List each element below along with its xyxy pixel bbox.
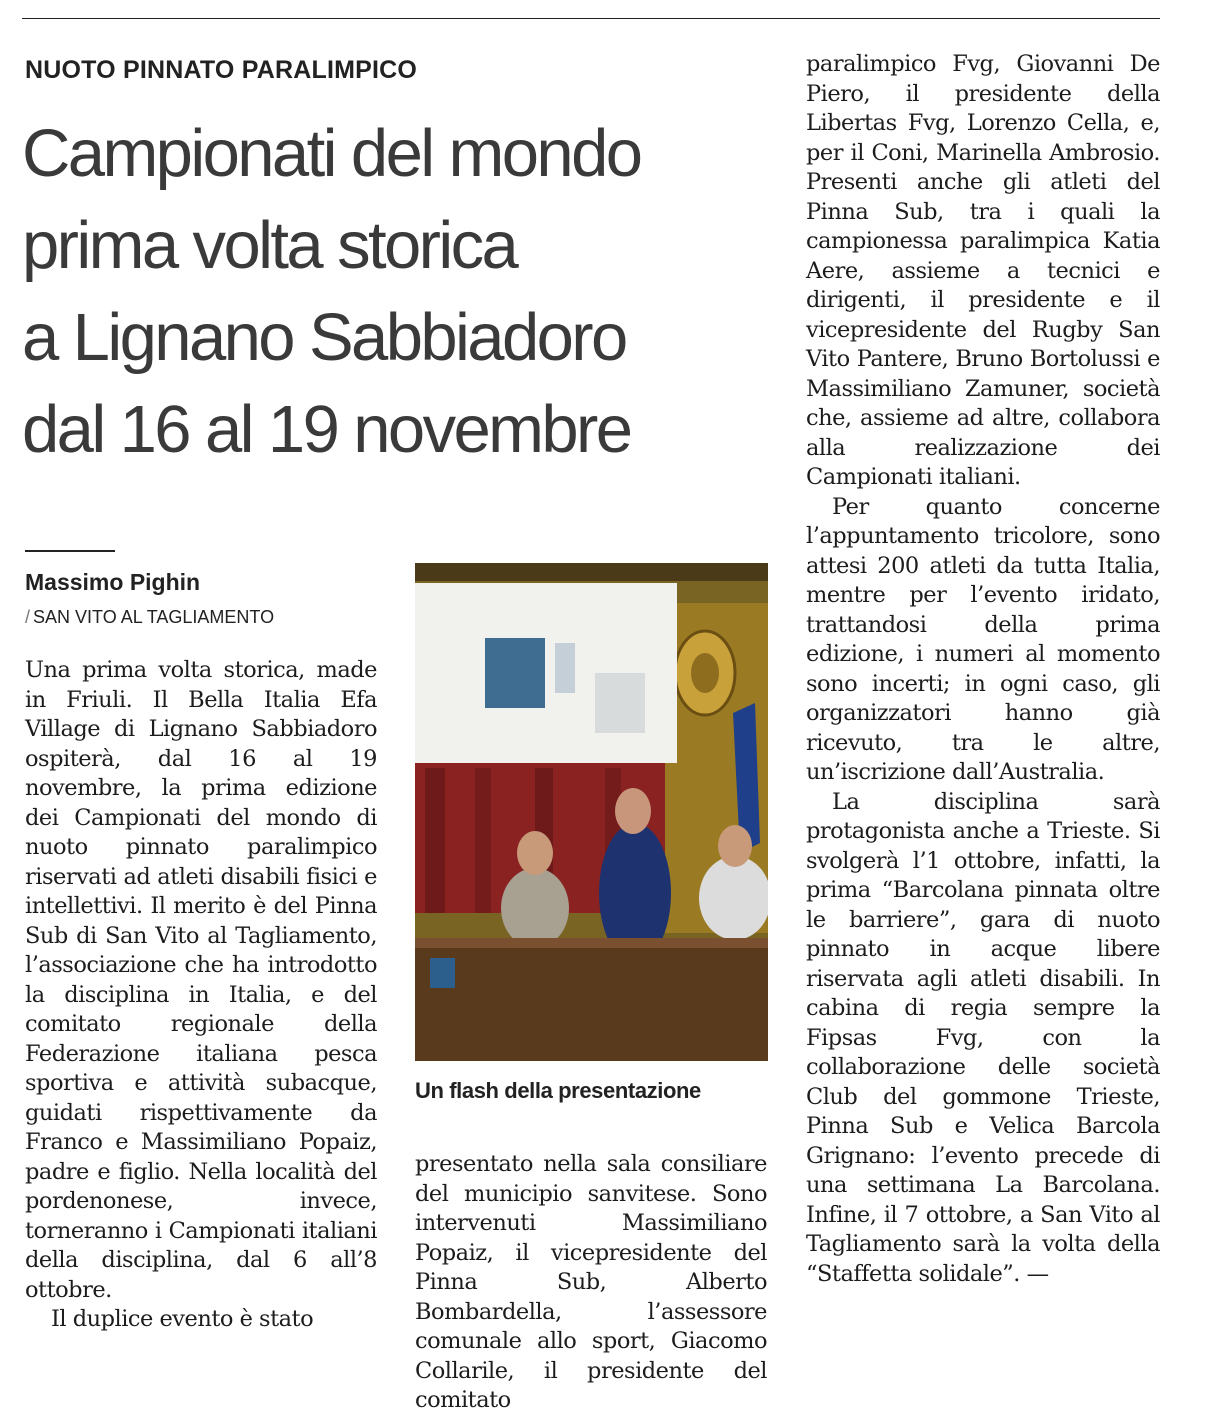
headline-line: dal 16 al 19 novembre xyxy=(22,392,631,467)
article-photo xyxy=(415,563,768,1061)
dateline-location: SAN VITO AL TAGLIAMENTO xyxy=(33,607,275,627)
headline-line: a Lignano Sabbiadoro xyxy=(22,300,626,375)
dateline: / SAN VITO AL TAGLIAMENTO xyxy=(25,607,275,627)
paragraph: Il duplice evento è stato xyxy=(51,1306,314,1332)
photo-illustration xyxy=(415,563,768,1061)
paragraph: Una prima volta storica, made in Friuli. Il Bella Italia Efa Village di Lignano Sabbiadoro ospiterà, dal 16 al 19 novembre, la prima edizione dei Campionati del mondo di nuoto pinnato paralimpico riservati ad atleti disabili fisici e intellettivi. Il merito è del Pinna Sub di San Vito al Tagliamento, l’associazione che ha introdotto la disciplina in Italia, e del comitato regionale della Federazione italiana pesca sportiva e attività subacque, guidati rispettivamente da Franco e Massimiliano Popaiz, padre e figlio. Nella località del pordenonese, invece, torneranno i Campionati italiani della disciplina, dal 6 all’8 ottobre. xyxy=(25,657,377,1303)
byline-rule xyxy=(25,550,115,552)
article-column-1 xyxy=(25,656,377,1335)
top-rule xyxy=(22,18,1160,19)
photo-caption: Un flash della presentazione xyxy=(415,1078,701,1103)
article-column-3 xyxy=(806,50,1160,1289)
section-kicker: NUOTO PINNATO PARALIMPICO xyxy=(25,56,418,84)
headline xyxy=(22,108,792,476)
headline-line: Campionati del mondo xyxy=(22,116,641,191)
paragraph: Per quanto concerne l’appuntamento tricolore, sono attesi 200 atleti da tutta Italia, mentre per l’evento iridato, trattandosi della prima edizione, i numeri al momento sono incerti; in ogni caso, gli organizzatori hanno già ricevuto, tra le altre, un’iscrizione dall’Australia. xyxy=(806,493,1160,785)
paragraph: paralimpico Fvg, Giovanni De Piero, il presidente della Libertas Fvg, Lorenzo Cella, e, per il Coni, Marinella Ambrosio. Presenti anche gli atleti del Pinna Sub, tra i quali la campionessa paralimpica Katia Aere, assieme a tecnici e dirigenti, il presidente e il vicepresidente del Rugby San Vito Pantere, Bruno Bortolussi e Massimiliano Zamuner, società che, assieme ad altre, collabora alla realizzazione dei Campionati italiani. xyxy=(806,51,1160,490)
paragraph: presentato nella sala consiliare del municipio sanvitese. Sono intervenuti Massimiliano Popaiz, il vicepresidente del Pinna Sub, Alberto Bombardella, l’assessore comunale allo sport, Giacomo Collarile, il presidente del comitato xyxy=(415,1151,767,1413)
headline-line: prima volta storica xyxy=(22,208,517,283)
author-name: Massimo Pighin xyxy=(25,569,201,595)
paragraph: La disciplina sarà protagonista anche a Trieste. Si svolgerà l’1 ottobre, infatti, la prima “Barcolana pinnata oltre le barriere”, gara di nuoto pinnato in acque libere riservata agli atleti disabili. In cabina di regia sempre la Fipsas Fvg, con la collaborazione delle società Club del gommone Trieste, Pinna Sub e Velica Barcola Grignano: l’evento precede di una settimana La Barcolana. Infine, il 7 ottobre, a San Vito al Tagliamento sarà la volta della “Staffetta solidale”. — xyxy=(806,788,1160,1287)
article-column-2 xyxy=(415,1150,767,1416)
